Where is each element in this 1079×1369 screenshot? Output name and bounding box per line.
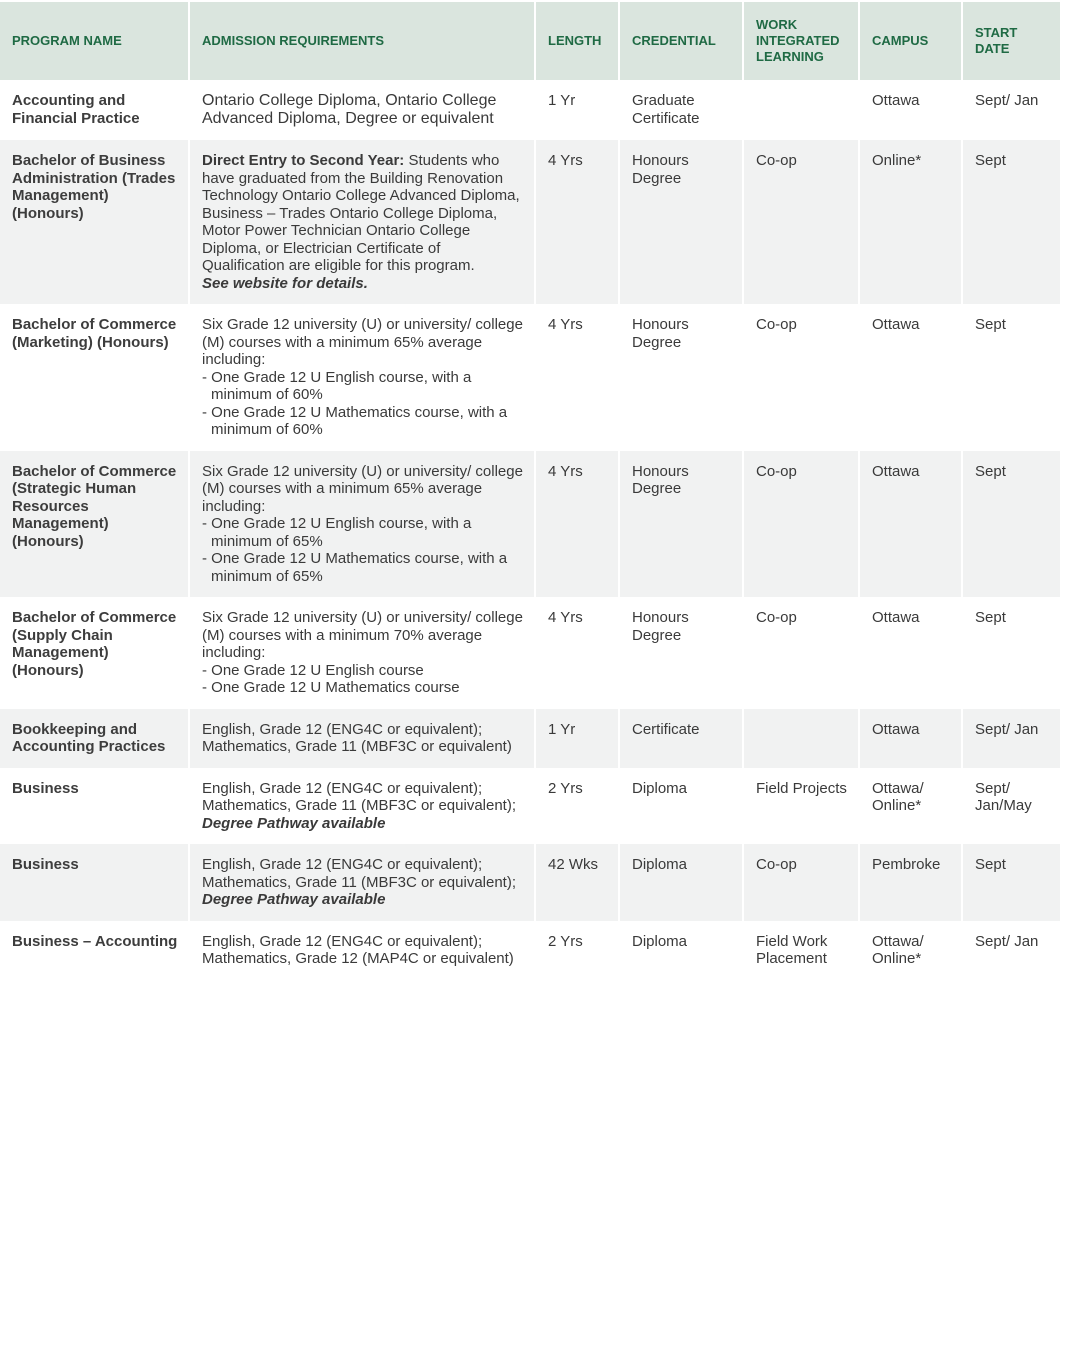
program-start-date: Sept/ Jan/May (975, 779, 1032, 814)
program-name: Bachelor of Commerce (Supply Chain Management) (Honours) (0, 597, 190, 709)
header-credential: CREDENTIAL (620, 0, 744, 80)
program-campus: Ottawa/ Online* (860, 768, 963, 845)
requirements-text: Students who have graduated from the Building Renovation Technology Ontario College Advanced Diploma, Business – Trades Ontario College Diploma, Motor Power Technician Ontario College Diploma, or Electrician Certificate of Qualification are eligible for this program. (202, 152, 520, 274)
admission-requirements (190, 844, 536, 921)
program-start-date: Sept/ Jan (963, 709, 1060, 768)
table-row (0, 844, 1060, 921)
requirements-text: Mathematics, Grade 11 (MBF3C or equivalent); (202, 873, 517, 891)
table-row (0, 768, 1060, 845)
program-length: 4 Yrs (536, 597, 620, 709)
requirements-emphasis: Degree Pathway available (202, 814, 386, 832)
requirements-emphasis: Degree Pathway available (202, 891, 386, 908)
program-credential: Honours Degree (620, 597, 744, 709)
program-credential: Diploma (620, 921, 744, 980)
program-name: Business (0, 844, 190, 921)
program-credential: Certificate (620, 709, 744, 768)
table-row (0, 451, 1060, 598)
program-credential: Honours Degree (620, 451, 744, 598)
program-campus: Ottawa (860, 80, 963, 140)
requirements-line: English, Grade 12 (ENG4C or equivalent); (202, 856, 483, 873)
admission-requirements (190, 80, 536, 140)
program-wil: Co-op (744, 140, 860, 304)
program-campus: Ottawa/ Online* (860, 921, 963, 980)
program-length: 1 Yr (536, 709, 620, 768)
requirements-text: Six Grade 12 university (U) or university/ college (M) courses with a minimum 70% average including: (202, 609, 523, 661)
requirements-bullet: - One Grade 12 U Mathematics course (202, 679, 460, 696)
admission-requirements (190, 597, 536, 709)
program-credential: Honours Degree (620, 140, 744, 304)
requirements-line: English, Grade 12 (ENG4C or equivalent); (202, 779, 483, 797)
program-name: Bookkeeping and Accounting Practices (0, 709, 190, 768)
requirements-bullet: - One Grade 12 U English course, with a minimum of 65% (202, 515, 472, 550)
program-start-date: Sept/ Jan (975, 92, 1039, 109)
program-length: 1 Yr (536, 80, 620, 140)
program-campus: Ottawa (860, 709, 963, 768)
header-program-name: PROGRAM NAME (0, 0, 190, 80)
requirements-text: Ontario College Diploma, Ontario College Advanced Diploma, Degree or equivalent (202, 92, 497, 127)
program-start-date: Sept (963, 844, 1060, 921)
program-length: 42 Wks (536, 844, 620, 921)
program-wil (744, 709, 860, 768)
program-wil: Co-op (744, 304, 860, 451)
program-campus: Ottawa (860, 597, 963, 709)
admission-requirements (190, 304, 536, 451)
program-start-date: Sept (975, 316, 1006, 333)
admission-requirements (190, 921, 536, 980)
program-length: 4 Yrs (536, 140, 620, 304)
requirements-text: Mathematics, Grade 12 (MAP4C or equivalent) (202, 950, 514, 967)
table-row (0, 140, 1060, 304)
program-start-date: Sept/ Jan (975, 932, 1039, 950)
program-length: 2 Yrs (536, 921, 620, 980)
requirements-text: Six Grade 12 university (U) or university/ college (M) courses with a minimum 65% average including: (202, 316, 523, 368)
program-campus: Ottawa (860, 304, 963, 451)
admission-requirements (190, 768, 536, 845)
header-admission-requirements: ADMISSION REQUIREMENTS (190, 0, 536, 80)
program-credential: Diploma (620, 768, 744, 845)
table-row (0, 921, 1060, 980)
program-campus: Pembroke (860, 844, 963, 921)
table-row (0, 304, 1060, 451)
requirements-bullet: - One Grade 12 U Mathematics course, with a minimum of 60% (202, 403, 508, 438)
program-name: Business – Accounting (0, 921, 190, 980)
program-length: 2 Yrs (536, 768, 620, 845)
requirements-text: Six Grade 12 university (U) or university/ college (M) courses with a minimum 65% average including: (202, 462, 523, 515)
program-wil: Field Work Placement (744, 921, 860, 980)
program-start-date: Sept (975, 609, 1006, 626)
program-length: 4 Yrs (536, 304, 620, 451)
requirements-line: English, Grade 12 (ENG4C or equivalent); (202, 720, 483, 738)
requirements-emphasis: See website for details. (202, 274, 368, 292)
program-campus: Online* (860, 140, 963, 304)
requirements-bullet: - One Grade 12 U English course (202, 661, 424, 679)
program-name: Bachelor of Business Administration (Trades Management) (Honours) (0, 140, 190, 304)
program-start-date: Sept (963, 451, 1060, 598)
program-start-date: Sept (963, 140, 1060, 304)
program-name: Business (0, 768, 190, 845)
program-wil: Field Projects (744, 768, 860, 845)
requirements-line: Mathematics, Grade 11 (MBF3C or equivalent) (202, 738, 512, 755)
header-start-date: START DATE (963, 0, 1060, 80)
program-campus: Ottawa (860, 451, 963, 598)
program-name: Bachelor of Commerce (Marketing) (Honours) (0, 304, 190, 451)
program-credential: Diploma (620, 844, 744, 921)
program-name: Accounting and Financial Practice (0, 80, 190, 140)
requirements-text: Mathematics, Grade 11 (MBF3C or equivalent); (202, 797, 517, 814)
program-name: Bachelor of Commerce (Strategic Human Resources Management) (Honours) (0, 451, 190, 598)
program-wil: Co-op (744, 451, 860, 598)
program-credential: Honours Degree (620, 304, 744, 451)
admission-requirements (190, 709, 536, 768)
requirements-bullet: - One Grade 12 U Mathematics course, with a minimum of 65% (202, 550, 508, 585)
program-wil (744, 80, 860, 140)
requirements-line: English, Grade 12 (ENG4C or equivalent); (202, 932, 483, 950)
program-credential: Graduate Certificate (620, 80, 744, 140)
header-work-integrated-learning: WORK INTEGRATED LEARNING (744, 0, 860, 80)
table-row (0, 80, 1060, 140)
program-wil: Co-op (744, 844, 860, 921)
requirements-lead: Direct Entry to Second Year: (202, 152, 405, 169)
header-length: LENGTH (536, 0, 620, 80)
program-wil: Co-op (744, 597, 860, 709)
admission-requirements (190, 451, 536, 598)
program-length: 4 Yrs (536, 451, 620, 598)
header-campus: CAMPUS (860, 0, 963, 80)
table-row (0, 709, 1060, 768)
requirements-bullet: - One Grade 12 U English course, with a minimum of 60% (202, 368, 472, 403)
admission-requirements (190, 140, 536, 304)
table-header-row (0, 0, 1060, 80)
table-row (0, 597, 1060, 709)
